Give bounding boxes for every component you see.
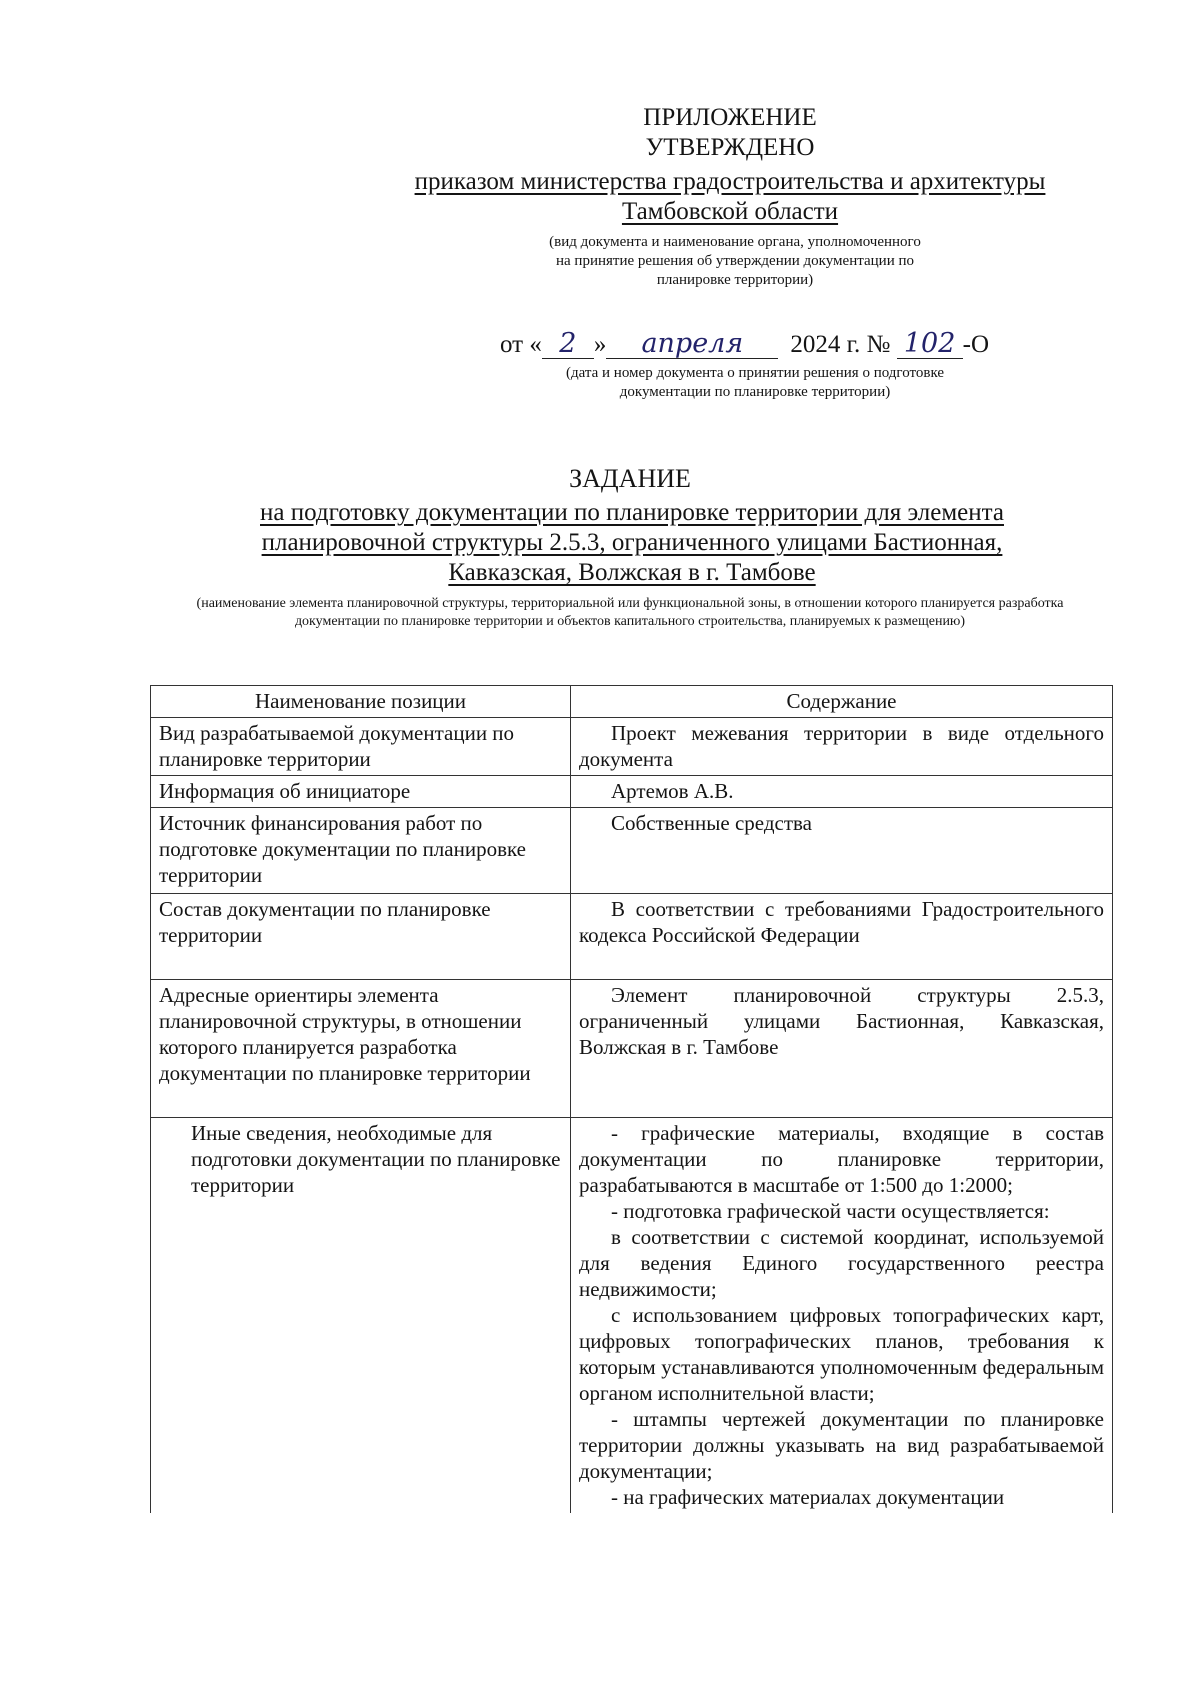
order-year: 2024 г. № (790, 331, 891, 358)
table-row (151, 894, 1113, 980)
row-name-cell: Источник финансирования работ по подготовке документации по планировке территории (151, 808, 571, 894)
row-content-cell: Проект межевания территории в виде отдельного документа (571, 718, 1113, 776)
table-row (151, 718, 1113, 776)
task-subtitle-line3: Кавказская, Волжская в г. Тамбове (448, 559, 816, 586)
table-row (151, 1118, 1113, 1514)
content-paragraph: в соответствии с системой координат, используемой для ведения Единого государственного реестра недвижимости; (579, 1225, 1104, 1301)
date-prefix: от « (500, 331, 542, 358)
task-subtitle-line1: на подготовку документации по планировке территории для элемента (260, 499, 1004, 526)
row-name-line1: Иные сведения, необходимые для (191, 1121, 493, 1145)
row-name-cell: Вид разрабатываемой документации по планировке территории (151, 718, 571, 776)
row-name-cell: Информация об инициаторе (151, 776, 571, 808)
order-date-line (500, 330, 989, 360)
table-header-row (151, 686, 1113, 718)
quote-close: » (593, 331, 607, 358)
content-paragraph: - подготовка графической части осуществляется: (611, 1199, 1050, 1223)
order-caption: (вид документа и наименование органа, уполномоченного на принятие решения об утверждении документации по планировке территории) (549, 234, 921, 288)
task-title: ЗАДАНИЕ (569, 464, 691, 493)
task-caption: (наименование элемента планировочной структуры, территориальной или функциональной зоны, в отношении которого планируется разработка документации по планировке территории и объектов капитального строительства, планируемых к размещению) (196, 596, 1064, 629)
row-content-cell: Элемент планировочной структуры 2.5.3, ограниченный улицами Бастионная, Кавказская, Волжская в г. Тамбове (571, 980, 1113, 1118)
task-table (150, 685, 1113, 1513)
table-row (151, 776, 1113, 808)
order-month: апреля (606, 330, 778, 359)
table-row (151, 980, 1113, 1118)
task-subtitle-line2: планировочной структуры 2.5.3, ограниченного улицами Бастионная, (261, 529, 1003, 556)
order-issuer-line1: приказом министерства градостроительства и архитектуры (414, 168, 1046, 195)
row-content-cell: Собственные средства (571, 808, 1113, 894)
content-paragraph: с использованием цифровых топографических карт, цифровых топографических планов, требования к которым устанавливаются уполномоченным федеральным органом исполнительной власти; (579, 1303, 1104, 1405)
row-content-cell (571, 1118, 1113, 1514)
order-number-suffix: -О (962, 331, 990, 358)
table-row (151, 808, 1113, 894)
content-paragraph: - штампы чертежей документации по планировке территории должны указывать на вид разрабатываемой документации; (579, 1407, 1104, 1483)
row-content-cell: Артемов А.В. (571, 776, 1113, 808)
table-header-content: Содержание (571, 686, 1113, 718)
approved-heading: УТВЕРЖДЕНО (645, 134, 815, 161)
row-name-line2: подготовки документации по планировке территории (191, 1147, 561, 1197)
row-name-cell (151, 1118, 571, 1514)
order-day: 2 (542, 330, 594, 359)
order-issuer-line2: Тамбовской области (621, 198, 839, 225)
date-caption: (дата и номер документа о принятии решения о подготовке документации по планировке территории) (565, 365, 945, 400)
appendix-heading: ПРИЛОЖЕНИЕ (643, 104, 817, 131)
table-header-name: Наименование позиции (151, 686, 571, 718)
content-paragraph: - графические материалы, входящие в состав документации по планировке территории, разрабатываются в масштабе от 1:500 до 1:2000; (579, 1121, 1104, 1197)
row-content-cell: В соответствии с требованиями Градостроительного кодекса Российской Федерации (571, 894, 1113, 980)
order-number: 102 (897, 330, 963, 359)
content-paragraph: - на графических материалах документации (611, 1485, 1005, 1509)
row-name-cell: Адресные ориентиры элемента планировочной структуры, в отношении которого планируется разработка документации по планировке территории (151, 980, 571, 1118)
row-name-cell: Состав документации по планировке территории (151, 894, 571, 980)
